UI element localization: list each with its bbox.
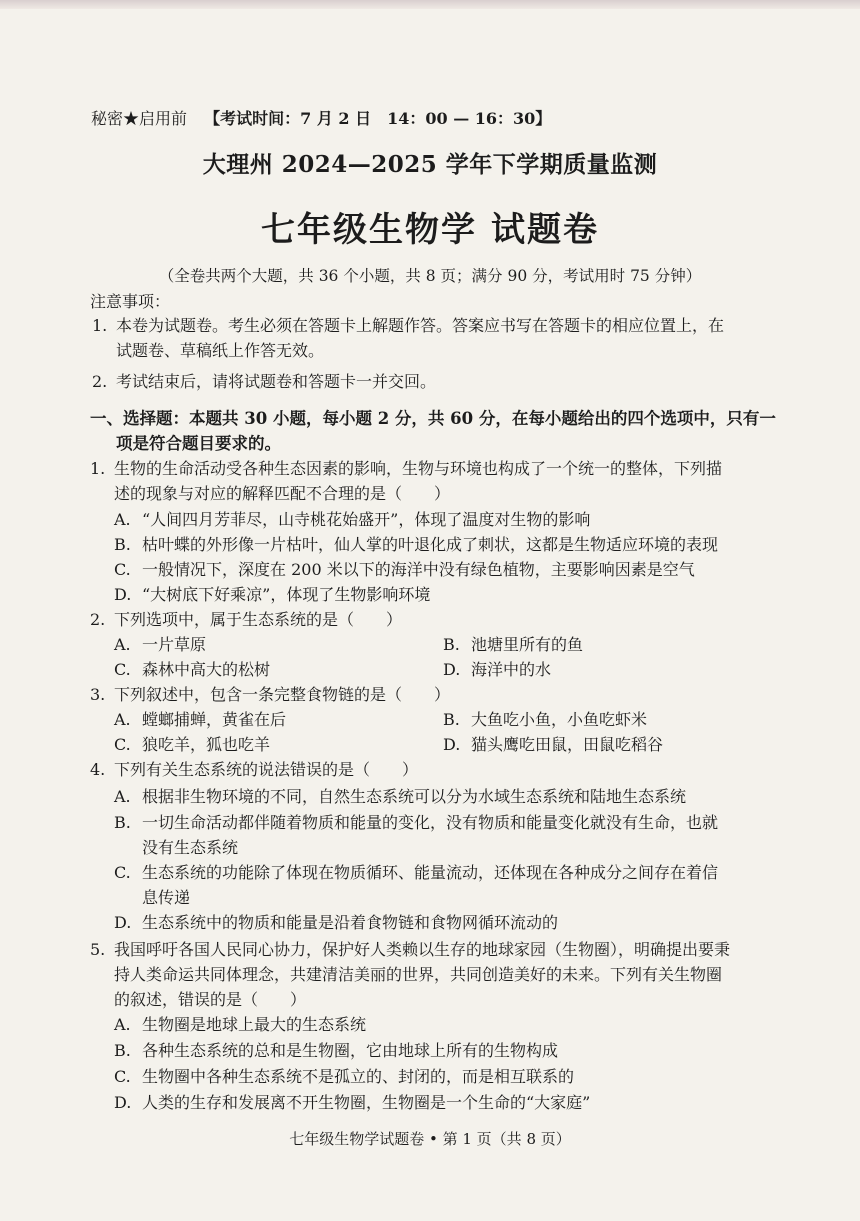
- title-main: 七年级生物学: [261, 210, 477, 250]
- question-text: 我国呼吁各国人民同心协力，保护好人类赖以生存的地球家园（生物圈），明确提出要秉: [114, 940, 731, 959]
- option-text: 螳螂捕蝉，黄雀在后: [142, 710, 287, 729]
- option: [114, 557, 695, 582]
- page-title: [0, 202, 860, 251]
- option-text: 狼吃羊，狐也吃羊: [142, 735, 271, 754]
- question-stem: [90, 682, 780, 707]
- option: [114, 1064, 574, 1089]
- note-text-cont: 试题卷、草稿纸上作答无效。: [116, 341, 325, 360]
- option-key: A.: [114, 710, 131, 729]
- option: [114, 632, 206, 657]
- question-number: 1.: [90, 459, 106, 478]
- option-text: 大鱼吃小鱼，小鱼吃虾米: [471, 710, 648, 729]
- option: [114, 1038, 558, 1063]
- note-number: 1.: [92, 316, 108, 335]
- header-meta: [91, 106, 551, 129]
- exam-summary: （全卷共两个大题，共 36 个小题，共 8 页；满分 90 分，考试用时 75 分钟）: [158, 267, 702, 285]
- section-heading: [90, 406, 790, 456]
- option-key: D.: [114, 913, 132, 932]
- option-key: A.: [114, 510, 131, 529]
- title-sub: 试题卷: [491, 210, 599, 250]
- option-key: D.: [443, 660, 461, 679]
- option: [114, 1012, 366, 1037]
- question-text: 下列叙述中，包含一条完整食物链的是（ ）: [114, 685, 451, 704]
- secret-label: 秘密★启用前: [91, 109, 188, 128]
- option: [114, 657, 270, 682]
- option-key: D.: [443, 735, 461, 754]
- option: [443, 632, 583, 657]
- question-number: 3.: [90, 685, 106, 704]
- exam-time: 【考试时间：7 月 2 日 14：00 — 16：30】: [204, 109, 552, 128]
- option-key: A.: [114, 635, 131, 654]
- section-line: 一、选择题：本题共 30 小题，每小题 2 分，共 60 分，在每小题给出的四个选项中，只有一: [90, 409, 776, 428]
- option-key: B.: [443, 635, 460, 654]
- option-key: C.: [114, 735, 131, 754]
- question-text-cont: 述的现象与对应的解释匹配不合理的是（ ）: [114, 484, 451, 503]
- region-title: 大理州 2024—2025 学年下学期质量监测: [202, 151, 658, 178]
- question-stem: [90, 456, 780, 506]
- option-text: “大树底下好乘凉”，体现了生物影响环境: [142, 585, 431, 604]
- option-text: 森林中高大的松树: [142, 660, 271, 679]
- option-text: 一切生命活动都伴随着物质和能量的变化，没有物质和能量变化就没有生命，也就: [142, 813, 719, 832]
- option-text: 生态系统的功能除了体现在物质循环、能量流动，还体现在各种成分之间存在着信: [142, 863, 719, 882]
- option-text: “人间四月芳菲尽，山寺桃花始盛开”，体现了温度对生物的影响: [142, 510, 591, 529]
- option: [114, 860, 774, 910]
- section-line-cont: 项是符合题目要求的。: [116, 434, 281, 453]
- note-text: 本卷为试题卷。考生必须在答题卡上解题作答。答案应书写在答题卡的相应位置上，在: [116, 316, 725, 335]
- option-key: A.: [114, 1015, 131, 1034]
- question-text: 下列选项中，属于生态系统的是（ ）: [114, 610, 403, 629]
- option: [443, 707, 647, 732]
- question-text-cont: 的叙述，错误的是（ ）: [114, 990, 307, 1009]
- option-text: 枯叶蝶的外形像一片枯叶，仙人掌的叶退化成了刺状，这都是生物适应环境的表现: [142, 535, 719, 554]
- question-number: 4.: [90, 760, 106, 779]
- option-text: 猫头鹰吃田鼠，田鼠吃稻谷: [471, 735, 664, 754]
- option: [114, 810, 774, 860]
- option: [443, 732, 663, 757]
- option-text: 生物圈是地球上最大的生态系统: [142, 1015, 367, 1034]
- note-item: [92, 369, 782, 394]
- option-key: B.: [443, 710, 460, 729]
- option-key: D.: [114, 585, 132, 604]
- option-key: D.: [114, 1093, 132, 1112]
- option-text: 一片草原: [142, 635, 207, 654]
- option: [114, 707, 286, 732]
- option-key: C.: [114, 660, 131, 679]
- question-text: 生物的生命活动受各种生态因素的影响，生物与环境也构成了一个统一的整体，下列描: [114, 459, 723, 478]
- option-text: 池塘里所有的鱼: [471, 635, 584, 654]
- question-number: 5.: [90, 940, 106, 959]
- note-item: [92, 313, 782, 363]
- option: [114, 732, 270, 757]
- option-key: C.: [114, 560, 131, 579]
- option-text-cont: 息传递: [142, 888, 191, 907]
- option-text: 根据非生物环境的不同，自然生态系统可以分为水域生态系统和陆地生态系统: [142, 787, 687, 806]
- question-number: 2.: [90, 610, 106, 629]
- option: [114, 910, 558, 935]
- option-key: B.: [114, 813, 131, 832]
- question-stem: [90, 937, 780, 1012]
- note-number: 2.: [92, 372, 108, 391]
- option-key: A.: [114, 787, 131, 806]
- question-stem: [90, 757, 780, 782]
- option-text: 生态系统中的物质和能量是沿着食物链和食物网循环流动的: [142, 913, 559, 932]
- option-text: 各种生态系统的总和是生物圈，它由地球上所有的生物构成: [142, 1041, 559, 1060]
- note-text: 考试结束后，请将试题卷和答题卡一并交回。: [116, 372, 437, 391]
- option-text: 人类的生存和发展离不开生物圈，生物圈是一个生命的“大家庭”: [142, 1093, 591, 1112]
- option: [114, 1090, 590, 1115]
- option: [114, 784, 686, 809]
- scan-edge: [0, 0, 860, 9]
- option-text-cont: 没有生态系统: [142, 838, 239, 857]
- option: [114, 582, 430, 607]
- option-text: 一般情况下，深度在 200 米以下的海洋中没有绿色植物，主要影响因素是空气: [142, 560, 695, 579]
- option-key: B.: [114, 1041, 131, 1060]
- option-text: 海洋中的水: [471, 660, 552, 679]
- option-text: 生物圈中各种生态系统不是孤立的、封闭的，而是相互联系的: [142, 1067, 575, 1086]
- notes-label: 注意事项：: [90, 292, 171, 311]
- option: [114, 507, 590, 532]
- option: [114, 532, 718, 557]
- option-key: C.: [114, 863, 131, 882]
- question-text-cont: 持人类命运共同体理念，共建清洁美丽的世界，共同创造美好的未来。下列有关生物圈: [114, 965, 723, 984]
- option-key: B.: [114, 535, 131, 554]
- question-text: 下列有关生态系统的说法错误的是（ ）: [114, 760, 419, 779]
- question-stem: [90, 607, 780, 632]
- page-footer: 七年级生物学试题卷 • 第 1 页（共 8 页）: [289, 1130, 571, 1148]
- option-key: C.: [114, 1067, 131, 1086]
- option: [443, 657, 551, 682]
